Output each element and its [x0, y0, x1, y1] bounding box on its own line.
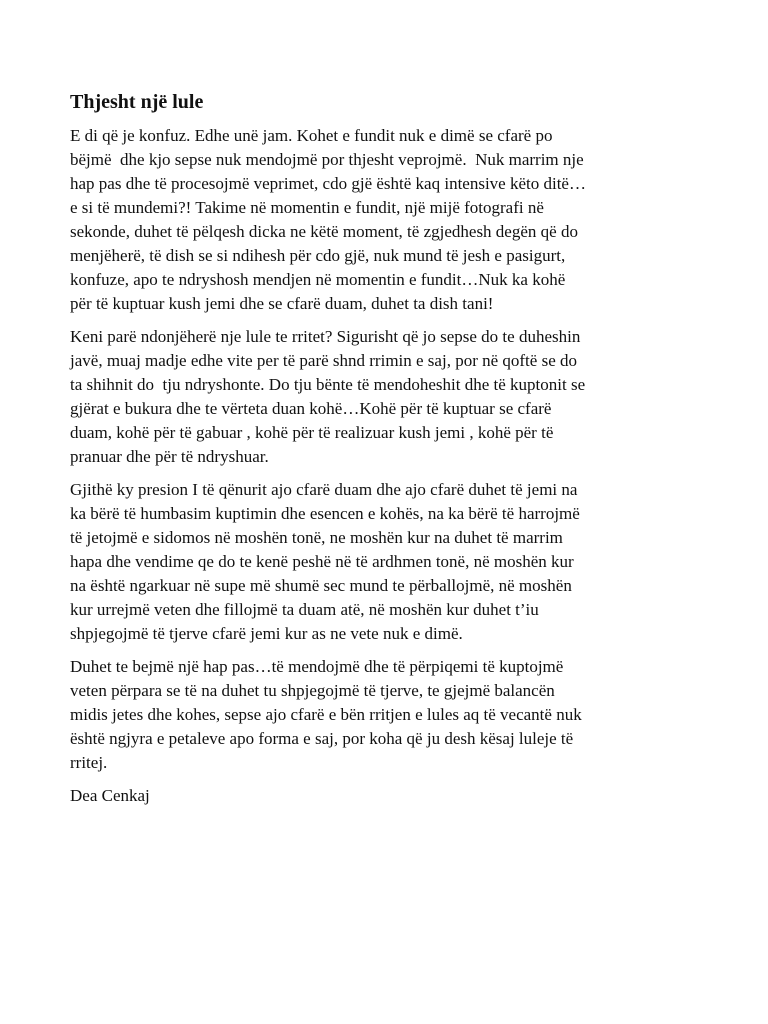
document-title: Thjesht një lule	[70, 91, 204, 113]
text-line: Duhet te bejmë një hap pas…të mendojmë dhe të përpiqemi të kuptojmë	[70, 657, 564, 676]
text-line: e si të mundemi?! Takime në momentin e fundit, një mijë fotografi në	[70, 198, 544, 217]
text-line: konfuze, apo te ndryshosh mendjen në momentin e fundit…Nuk ka kohë	[70, 270, 566, 289]
text-line: ka bërë të humbasim kuptimin dhe esencen e kohës, na ka bërë të harrojmë	[70, 504, 580, 523]
text-line: ta shihnit do tju ndryshonte. Do tju bënte të mendoheshit dhe të kuptonit se	[70, 375, 586, 394]
text-line: hap pas dhe të procesojmë veprimet, cdo gjë është kaq intensive këto ditë…	[70, 174, 586, 193]
text-line: pranuar dhe për të ndryshuar.	[70, 447, 269, 466]
text-line: Keni parë ndonjëherë nje lule te rritet? Sigurisht që jo sepse do te duheshin	[70, 327, 581, 346]
text-line: menjëherë, të dish se si ndihesh për cdo gjë, nuk mund të jesh e pasigurt,	[70, 246, 566, 265]
text-line: Gjithë ky presion I të qënurit ajo cfarë duam dhe ajo cfarë duhet të jemi na	[70, 480, 578, 499]
text-line: kur urrejmë veten dhe fillojmë ta duam atë, në moshën kur duhet t’iu	[70, 600, 539, 619]
paragraph-2	[70, 325, 710, 469]
text-line: sekonde, duhet të pëlqesh dicka ne këtë moment, të zgjedhesh degën që do	[70, 222, 578, 241]
text-line: duam, kohë për të gabuar , kohë për të realizuar kush jemi , kohë për të	[70, 423, 554, 442]
text-line: midis jetes dhe kohes, sepse ajo cfarë e bën rritjen e lules aq të vecantë nuk	[70, 705, 582, 724]
text-line: për të kuptuar kush jemi dhe se cfarë duam, duhet ta dish tani!	[70, 294, 494, 313]
paragraph-4	[70, 655, 710, 775]
text-line: hapa dhe vendime qe do te kenë peshë në të ardhmen tonë, në moshën kur	[70, 552, 574, 571]
text-line: gjërat e bukura dhe te vërteta duan kohë…Kohë për të kuptuar se cfarë	[70, 399, 552, 418]
text-line: E di që je konfuz. Edhe unë jam. Kohet e fundit nuk e dimë se cfarë po	[70, 126, 553, 145]
text-line: rritej.	[70, 753, 108, 772]
text-line: veten përpara se të na duhet tu shpjegojmë të tjerve, te gjejmë balancën	[70, 681, 555, 700]
text-line: na është ngarkuar në supe më shumë sec mund te përballojmë, në moshën	[70, 576, 572, 595]
text-line: të jetojmë e sidomos në moshën tonë, ne moshën kur na duhet të marrim	[70, 528, 563, 547]
text-line: shpjegojmë të tjerve cfarë jemi kur as ne vete nuk e dimë.	[70, 624, 463, 643]
text-line: bëjmë dhe kjo sepse nuk mendojmë por thjesht veprojmë. Nuk marrim nje	[70, 150, 584, 169]
author-signature: Dea Cenkaj	[70, 786, 150, 805]
paragraph-1	[70, 124, 710, 316]
text-line: është ngjyra e petaleve apo forma e saj, por koha që ju desh kësaj luleje të	[70, 729, 574, 748]
paragraph-3	[70, 478, 710, 646]
text-line: javë, muaj madje edhe vite per të parë shnd rrimin e saj, por në qoftë se do	[70, 351, 577, 370]
document-page	[70, 88, 710, 808]
